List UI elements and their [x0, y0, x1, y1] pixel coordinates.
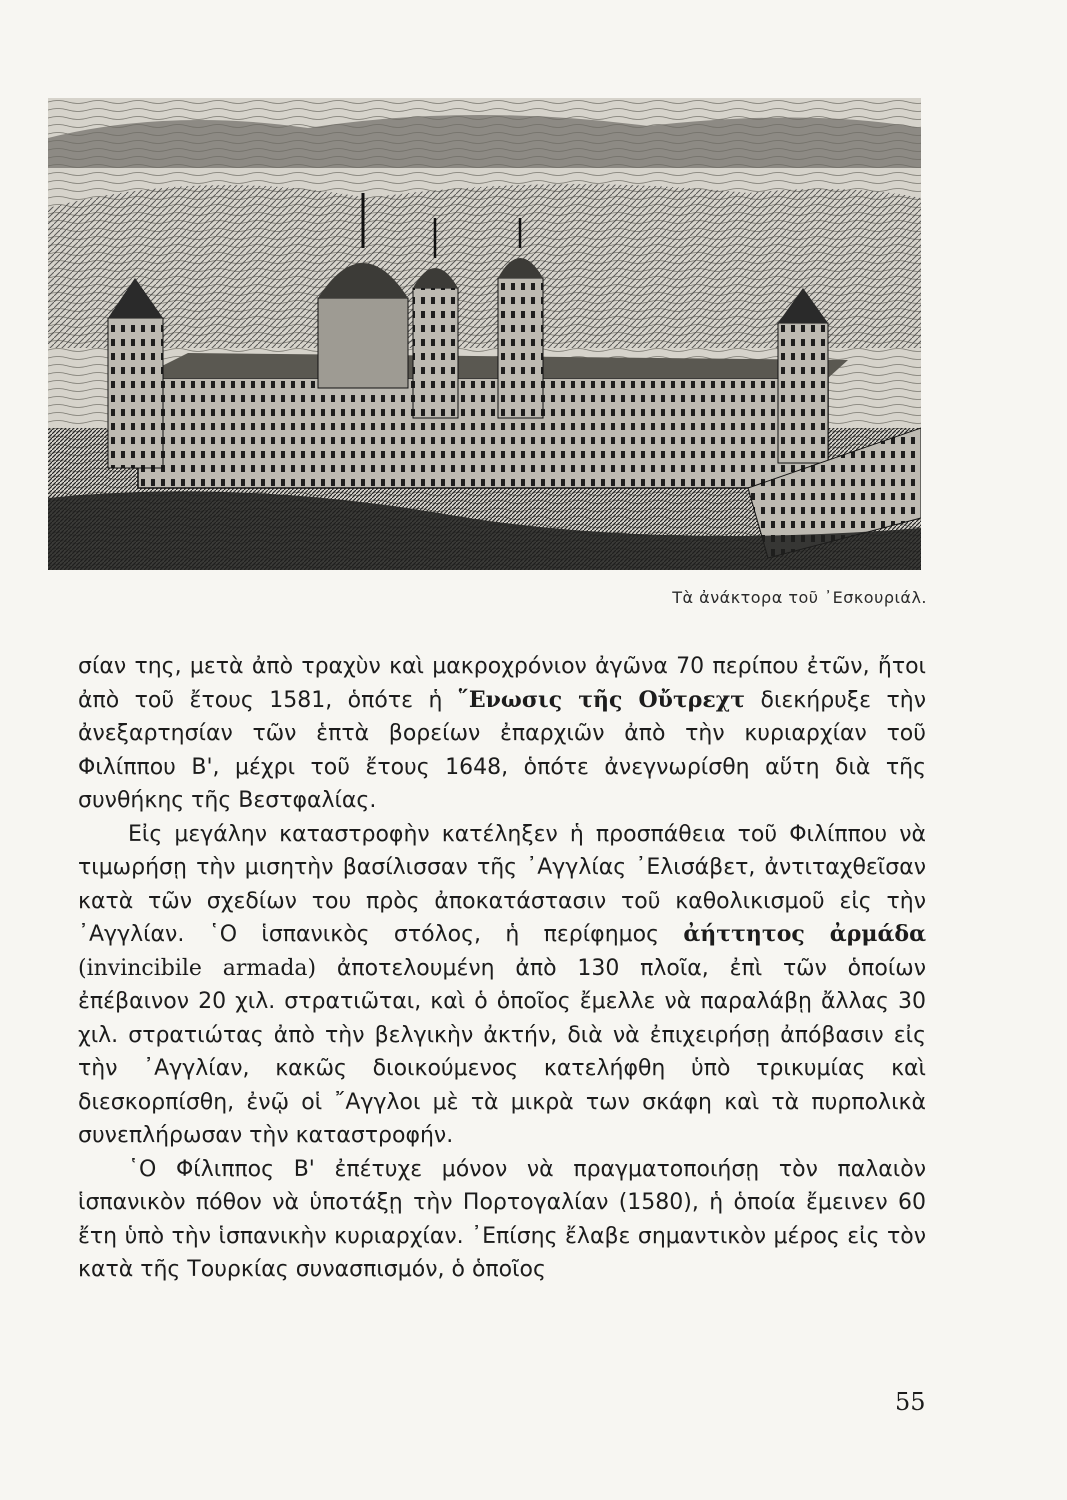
paragraph-3 [78, 1153, 926, 1287]
paragraph-1-part-2: διεκήρυξε τὴν ἀνεξαρτησίαν τῶν ἑπτὰ βορείων ἐπαρχιῶν ἀπὸ τὴν κυριαρχίαν τοῦ Φιλίππου Β', μέχρι τοῦ ἔτους 1648, ὁπότε ἀνεγνωρίσθη αὕτη διὰ τῆς συνθήκης τῆς Βεστφαλίας. [78, 687, 926, 813]
paragraph-2-part-1: Εἰς μεγάλην καταστροφὴν κατέληξεν ἡ προσπάθεια τοῦ Φιλίππου νὰ τιμωρήσῃ τὴν μισητὴν βασίλισσαν τῆς ᾿Αγγλίας ᾿Ελισάβετ, ἀντιταχθεῖσαν κατὰ τῶν σχεδίων του πρὸς ἀποκατάστασιν τοῦ καθολικισμοῦ εἰς τὴν ᾿Αγγλίαν. ῾Ο ἱσπανικὸς στόλος, ἡ περίφημος [78, 821, 926, 947]
page-number: 55 [895, 1388, 926, 1416]
bold-term-union-of-utrecht: ῞Ενωσις τῆς Οὔτρεχτ [457, 686, 746, 713]
escorial-engraving [48, 98, 921, 570]
bold-term-invincible-armada: ἀήττητος ἀρμάδα [683, 921, 926, 947]
body-text [78, 650, 926, 1287]
latin-term: (invincibile armada) [78, 955, 337, 981]
paragraph-1 [78, 650, 926, 818]
paragraph-2 [78, 818, 926, 1153]
figure-caption: Τὰ ἀνάκτορα τοῦ ᾿Εσκουριάλ. [672, 588, 927, 607]
paragraph-1-part-1: σίαν της, μετὰ ἀπὸ τραχὺν καὶ μακροχρόνιον ἀγῶνα 70 περίπου ἐτῶν, ἤτοι ἀπὸ τοῦ ἔτους 1581, ὁπότε ἡ [78, 654, 926, 713]
paragraph-3-part-1: ῾Ο Φίλιππος Β' ἐπέτυχε μόνον νὰ πραγματοποιήσῃ τὸν παλαιὸν ἱσπανικὸν πόθον νὰ ὑποτάξῃ τὴν Πορτογαλίαν (1580), ἡ ὁποία ἔμεινεν 60 ἔτη ὑπὸ τὴν ἱσπανικὴν κυριαρχίαν. ᾿Επίσης ἔλαβε σημαντικὸν μέρος εἰς τὸν κατὰ τῆς Τουρκίας συνασπισμόν, ὁ ὁποῖος [78, 1156, 926, 1282]
paragraph-2-part-2: ἀποτελουμένη ἀπὸ 130 πλοῖα, ἐπὶ τῶν ὁποίων ἐπέβαινον 20 χιλ. στρατιῶται, καὶ ὁ ὁποῖος ἔμελλε νὰ παραλάβῃ ἄλλας 30 χιλ. στρατιώτας ἀπὸ τὴν βελγικὴν ἀκτήν, διὰ νὰ ἐπιχειρήσῃ ἀπόβασιν εἰς τὴν ᾿Αγγλίαν, κακῶς διοικούμενος κατελήφθη ὑπὸ τρικυμίας καὶ διεσκορπίσθη, ἐνῷ οἱ ῎Αγγλοι μὲ τὰ μικρὰ των σκάφη καὶ τὰ πυρπολικὰ συνεπλήρωσαν τὴν καταστροφήν. [78, 955, 926, 1148]
